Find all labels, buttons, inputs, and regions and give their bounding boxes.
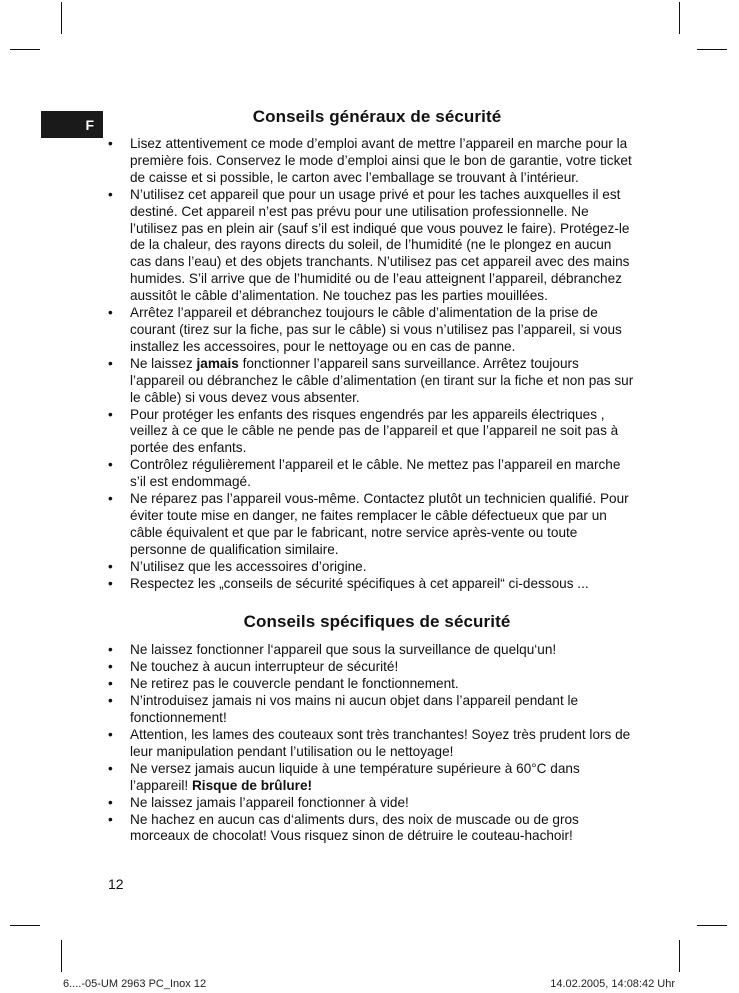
list-item: • Contrôlez régulièrement l’appareil et le câble. Ne mettez pas l’appareil en marche s’il est endommagé. [108, 457, 636, 491]
page-content [108, 104, 636, 845]
list-item: • Ne touchez à aucun interrupteur de sécurité! [108, 659, 636, 676]
page-number: 12 [108, 876, 124, 892]
crop-mark [679, 940, 680, 972]
list-item [108, 356, 636, 407]
item-text: Ne laissez [130, 355, 197, 371]
crop-mark [697, 49, 727, 50]
list-item: • Pour protéger les enfants des risques engendrés par les appareils électriques , veillez à ce que le câble ne pende pas de l’appareil et que l’appareil ne soit pas à portée des enfants. [108, 407, 636, 458]
crop-mark [10, 49, 40, 50]
crop-mark [10, 925, 40, 926]
item-text: fonctionner l’appareil sans surveillance. Arrêtez toujours l’appareil ou débranchez le câble d’alimentation (en tirant sur la fiche et non pas sur le câble) si vous devez vous absenter. [130, 355, 634, 405]
specific-safety-list [108, 642, 636, 845]
list-item: • Arrêtez l’appareil et débranchez toujours le câble d’alimentation de la prise de courant (tirez sur la fiche, pas sur le câble) si vous n’utilisez pas l’appareil, si vous installez les accessoires, pour le nettoyage ou en cas de panne. [108, 305, 636, 356]
list-item: • N’utilisez cet appareil que pour un usage privé et pour les taches auxquelles il est destiné. Cet appareil n’est pas prévu pour une utilisation professionnelle. Ne l’utilisez pas en plein air (sauf s’il est indiqué que vous pouvez le faire). Protégez-le de la chaleur, des rayons directs du soleil, de l’humidité (ne le plongez en aucun cas dans l’eau) et des objets tranchants. N’utilisez pas cet appareil avec des mains humides. S’il arrive que de l’humidité ou de l’eau atteignent l’appareil, débranchez aussitôt le câble d’alimentation. Ne touchez pas les parties mouillées. [108, 187, 636, 305]
language-tab: F [41, 111, 103, 138]
crop-mark [679, 2, 680, 34]
emphasis-text: Risque de brûlure! [191, 777, 313, 793]
crop-mark [61, 940, 62, 972]
list-item: • Attention, les lames des couteaux sont très tranchantes! Soyez très prudent lors de leur manipulation pendant l’utilisation ou le nettoyage! [108, 727, 636, 761]
list-item [108, 761, 636, 795]
emphasis-text: jamais [196, 355, 239, 371]
list-item: • N’introduisez jamais ni vos mains ni aucun objet dans l’appareil pendant le fonctionnement! [108, 693, 636, 727]
section-title-specific: Conseils spécifiques de sécurité [243, 612, 511, 632]
list-item: • Lisez attentivement ce mode d’emploi avant de mettre l’appareil en marche pour la première fois. Conservez le mode d’emploi ainsi que le bon de garantie, votre ticket de caisse et si possible, le carton avec l’emballage se trouvant à l’intérieur. [108, 136, 636, 187]
list-item: • Respectez les „conseils de sécurité spécifiques à cet appareil“ ci-dessous ... [108, 576, 636, 593]
footer-file-info: 6....-05-UM 2963 PC_Inox 12 [63, 978, 207, 990]
list-item: • Ne hachez en aucun cas d‘aliments durs, des noix de muscade ou de gros morceaux de chocolat! Vous risquez sinon de détruire le couteau-hachoir! [108, 812, 636, 846]
general-safety-list [108, 136, 636, 592]
section-title-general: Conseils généraux de sécurité [252, 107, 502, 126]
list-item: • Ne laissez fonctionner l‘appareil que sous la surveillance de quelqu‘un! [108, 642, 636, 659]
list-item: • N’utilisez que les accessoires d’origine. [108, 559, 636, 576]
item-text: Ne versez jamais aucun liquide à une température supérieure à 60°C dans l’appareil! [130, 760, 580, 793]
footer-timestamp: 14.02.2005, 14:08:42 Uhr [550, 978, 675, 990]
list-item: • Ne réparez pas l’appareil vous-même. Contactez plutôt un technicien qualifié. Pour éviter toute mise en danger, ne faites remplacer le câble défectueux que par un câble équivalent et que par le fabricant, notre service après-vente ou toute personne de qualification similaire. [108, 491, 636, 559]
crop-mark [697, 925, 727, 926]
crop-mark [61, 2, 62, 34]
list-item: • Ne retirez pas le couvercle pendant le fonctionnement. [108, 676, 636, 693]
list-item: • Ne laissez jamais l’appareil fonctionner à vide! [108, 795, 636, 812]
